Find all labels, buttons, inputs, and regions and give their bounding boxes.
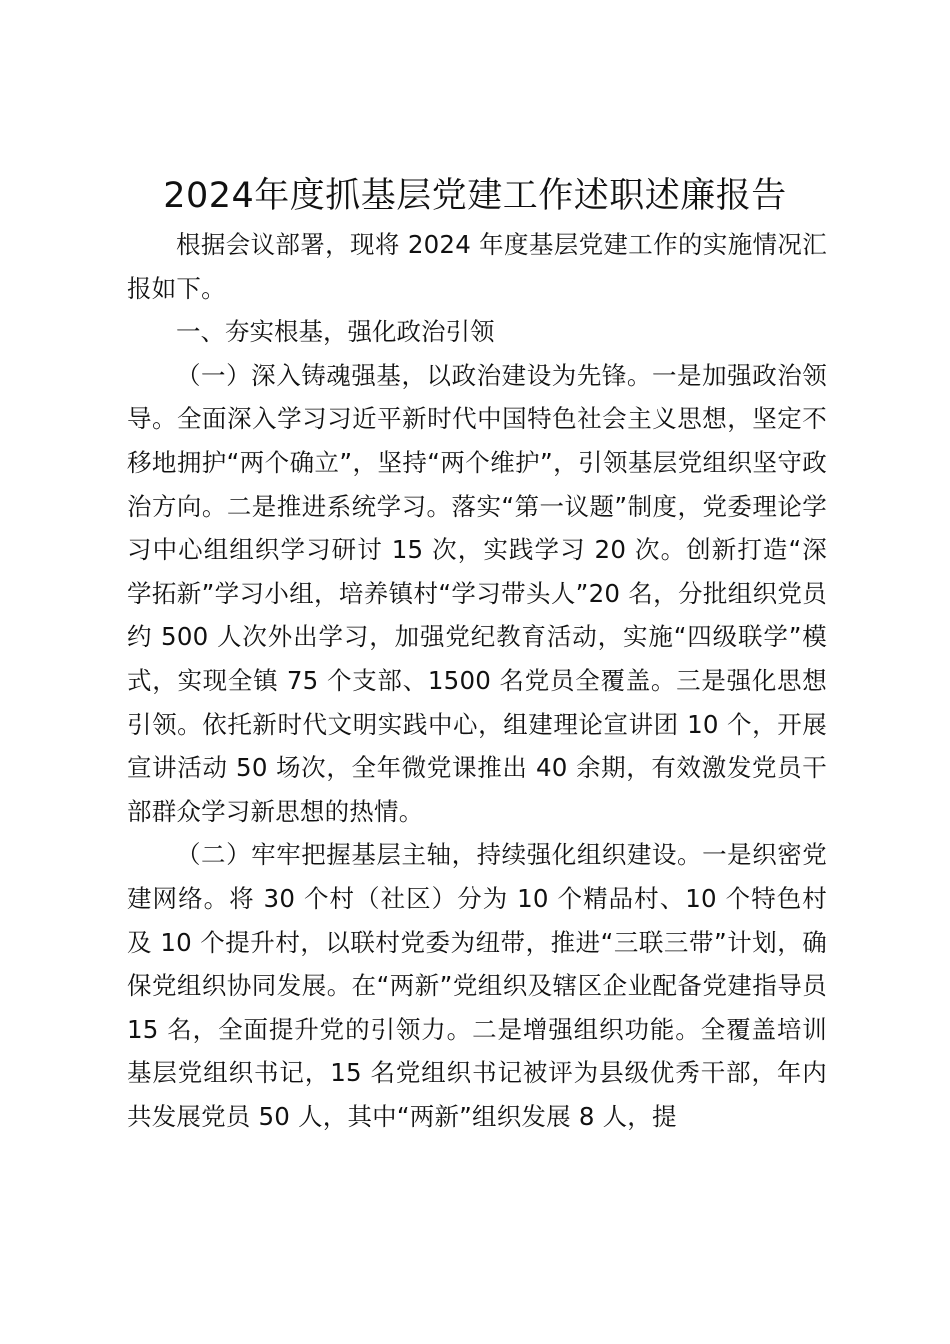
document-body [127,223,827,1138]
document-title: 2024年度抓基层党建工作述职述廉报告 [163,176,787,216]
paragraph-political-building: （一）深入铸魂强基，以政治建设为先锋。一是加强政治领导。全面深入学习习近平新时代中国特色社会主义思想，坚定不移地拥护“两个确立”，坚持“两个维护”，引领基层党组织坚守政治方向。二是推进系统学习。落实“第一议题”制度，党委理论学习中心组组织学习研讨 15 次，实践学习 20 次。创新打造“深学拓新”学习小组，培养镇村“学习带头人”20 名，分批组织党员约 500 人次外出学习，加强党纪教育活动，实施“四级联学”模式，实现全镇 75 个支部、1500 名党员全覆盖。三是强化思想引领。依托新时代文明实践中心，组建理论宣讲团 10 个，开展宣讲活动 50 场次，全年微党课推出 40 余期，有效激发党员干部群众学习新思想的热情。 [127,360,827,826]
section-heading: 一、夯实根基，强化政治引领 [176,317,495,347]
paragraph-organization-building: （二）牢牢把握基层主轴，持续强化组织建设。一是织密党建网络。将 30 个村（社区）分为 10 个精品村、10 个特色村及 10 个提升村，以联村党委为纽带，推进“三联三带”计划，确保党组织协同发展。在“两新”党组织及辖区企业配备党建指导员 15 名，全面提升党的引领力。二是增强组织功能。全覆盖培训基层党组织书记，15 名党组织书记被评为县级优秀干部，年内共发展党员 50 人，其中“两新”组织发展 8 人，提 [127,840,827,1131]
intro-paragraph: 根据会议部署，现将 2024 年度基层党建工作的实施情况汇报如下。 [127,230,827,303]
